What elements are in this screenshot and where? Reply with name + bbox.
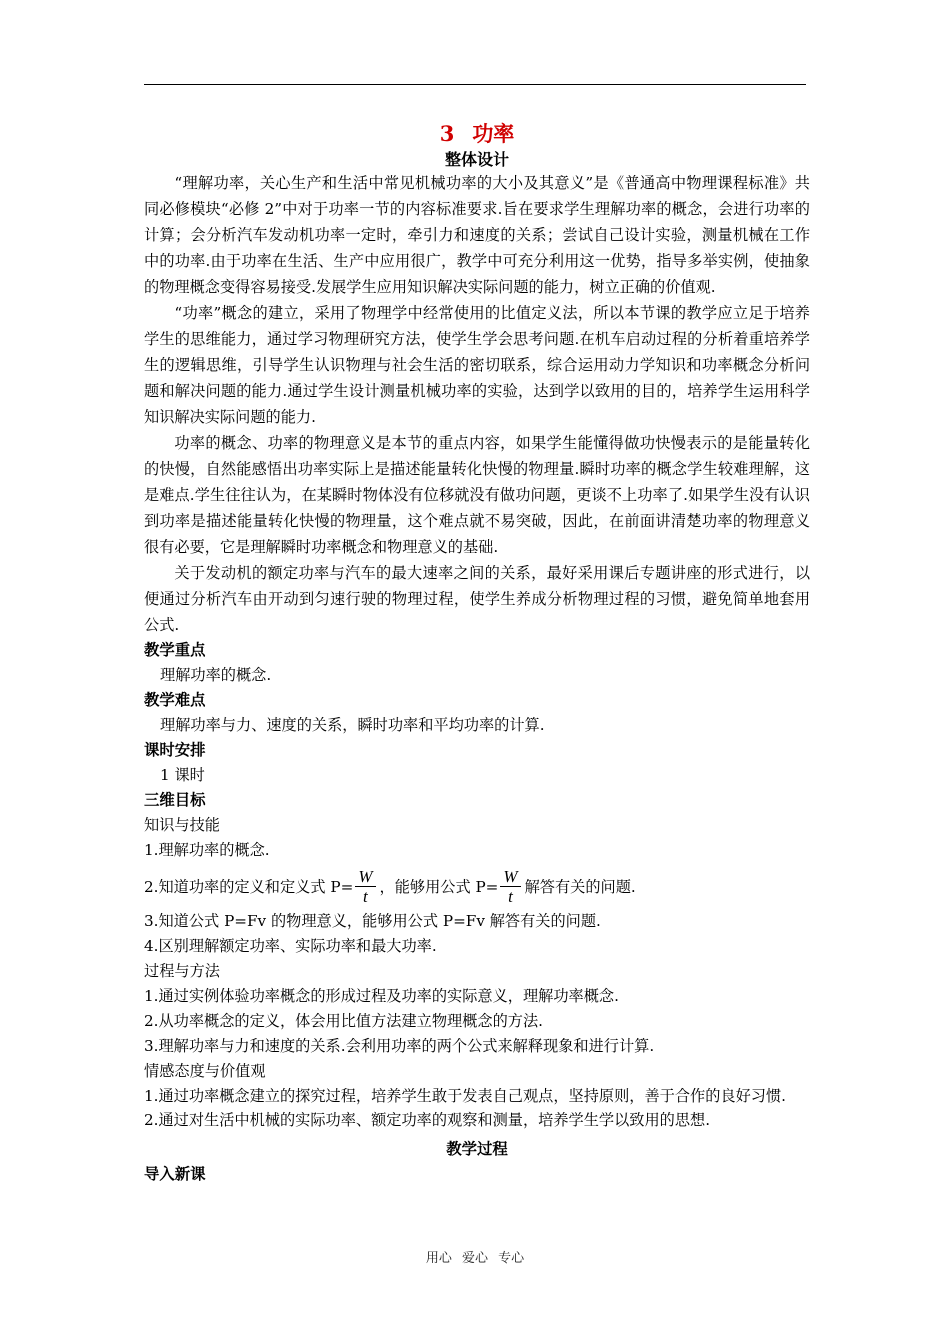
teaching-process-heading: 教学过程 xyxy=(446,1140,508,1158)
knowledge-item-2 xyxy=(144,863,810,909)
power-fraction xyxy=(500,867,520,906)
knowledge-label: 知识与技能 xyxy=(144,816,220,834)
process-label: 过程与方法 xyxy=(144,962,220,980)
header-rule xyxy=(144,84,806,85)
title-text: 功率 xyxy=(472,121,515,146)
page-content xyxy=(144,118,810,1187)
power-fraction xyxy=(355,867,375,906)
paragraph-1: “理解功率，关心生产和生活中常见机械功率的大小及其意义”是《普通高中物理课程标准》共同必修模块“必修 2”中对于功率一节的内容标准要求.旨在要求学生理解功率的概念，会进行功率的计算；会分析汽车发动机功率一定时，牵引力和速度的关系；尝试自己设计实验，测量机械在工作中的功率.由于功率在生活、生产中应用很广，教学中可充分利用这一优势，指导多举实例，使抽象的物理概念变得容易接受.发展学生应用知识解决实际问题的能力，树立正确的价值观. xyxy=(144,174,810,296)
key-points-heading: 教学重点 xyxy=(144,641,206,659)
paragraph-3: 功率的概念、功率的物理意义是本节的重点内容，如果学生能懂得做功快慢表示的是能量转化的快慢，自然能感悟出功率实际上是描述能量转化快慢的物理量.瞬时功率的概念学生较难理解，这是难点.学生往往认为，在某瞬时物体没有位移就没有做功问题，更谈不上功率了.如果学生没有认识到功率是描述能量转化快慢的物理量，这个难点就不易突破，因此，在前面讲清楚功率的物理意义很有必要，它是理解瞬时功率概念和物理意义的基础. xyxy=(144,434,810,556)
schedule-text: 1 课时 xyxy=(160,766,205,784)
knowledge-item-2-part-b: ，能够用公式 P= xyxy=(379,877,499,896)
attitude-item-2: 2.通过对生活中机械的实际功率、额定功率的观察和测量，培养学生学以致用的思想. xyxy=(144,1111,711,1129)
fraction-numerator: W xyxy=(358,866,373,886)
overall-design-heading: 整体设计 xyxy=(444,150,509,169)
process-item-2: 2.从功率概念的定义，体会用比值方法建立物理概念的方法. xyxy=(144,1012,544,1030)
knowledge-item-4: 4.区别理解额定功率、实际功率和最大功率. xyxy=(144,937,437,955)
schedule-heading: 课时安排 xyxy=(144,741,206,759)
fraction-denominator: t xyxy=(363,886,368,906)
paragraph-2: “功率”概念的建立，采用了物理学中经常使用的比值定义法，所以本节课的教学应立足于培养学生的思维能力，通过学习物理研究方法，使学生学会思考问题.在机车启动过程的分析着重培养学生的逻辑思维，引导学生认识物理与社会生活的密切联系，综合运用动力学知识和功率概念分析问题和解决问题的能力.通过学生设计测量机械功率的实验，达到学以致用的目的，培养学生运用科学知识解决实际问题的能力. xyxy=(144,304,810,426)
fraction-numerator: W xyxy=(503,866,518,886)
page-footer: 用心 爱心 专心 xyxy=(425,1251,525,1266)
section-number: 3 xyxy=(439,121,455,146)
knowledge-item-2-part-a: 2.知道功率的定义和定义式 P= xyxy=(144,877,354,896)
fraction-denominator: t xyxy=(508,886,513,906)
knowledge-item-3: 3.知道公式 P=Fv 的物理意义，能够用公式 P=Fv 解答有关的问题. xyxy=(144,912,601,930)
attitude-label: 情感态度与价值观 xyxy=(144,1062,266,1080)
knowledge-item-1: 1.理解功率的概念. xyxy=(144,841,270,859)
difficulties-heading: 教学难点 xyxy=(144,691,206,709)
process-item-1: 1.通过实例体验功率概念的形成过程及功率的实际意义，理解功率概念. xyxy=(144,987,619,1005)
paragraph-4: 关于发动机的额定功率与汽车的最大速率之间的关系，最好采用课后专题讲座的形式进行，以便通过分析汽车由开动到匀速行驶的物理过程，使学生养成分析物理过程的习惯，避免简单地套用公式. xyxy=(144,564,810,634)
key-points-text: 理解功率的概念. xyxy=(160,666,272,684)
difficulties-text: 理解功率与力、速度的关系，瞬时功率和平均功率的计算. xyxy=(160,716,545,734)
intro-heading: 导入新课 xyxy=(144,1165,206,1183)
goals-heading: 三维目标 xyxy=(144,791,206,809)
attitude-item-1: 1.通过功率概念建立的探究过程，培养学生敢于发表自己观点，坚持原则，善于合作的良好习惯. xyxy=(144,1087,787,1105)
page-title xyxy=(144,118,810,150)
process-item-3: 3.理解功率与力和速度的关系.会利用功率的两个公式来解释现象和进行计算. xyxy=(144,1037,655,1055)
knowledge-item-2-part-c: 解答有关的问题. xyxy=(524,877,636,896)
